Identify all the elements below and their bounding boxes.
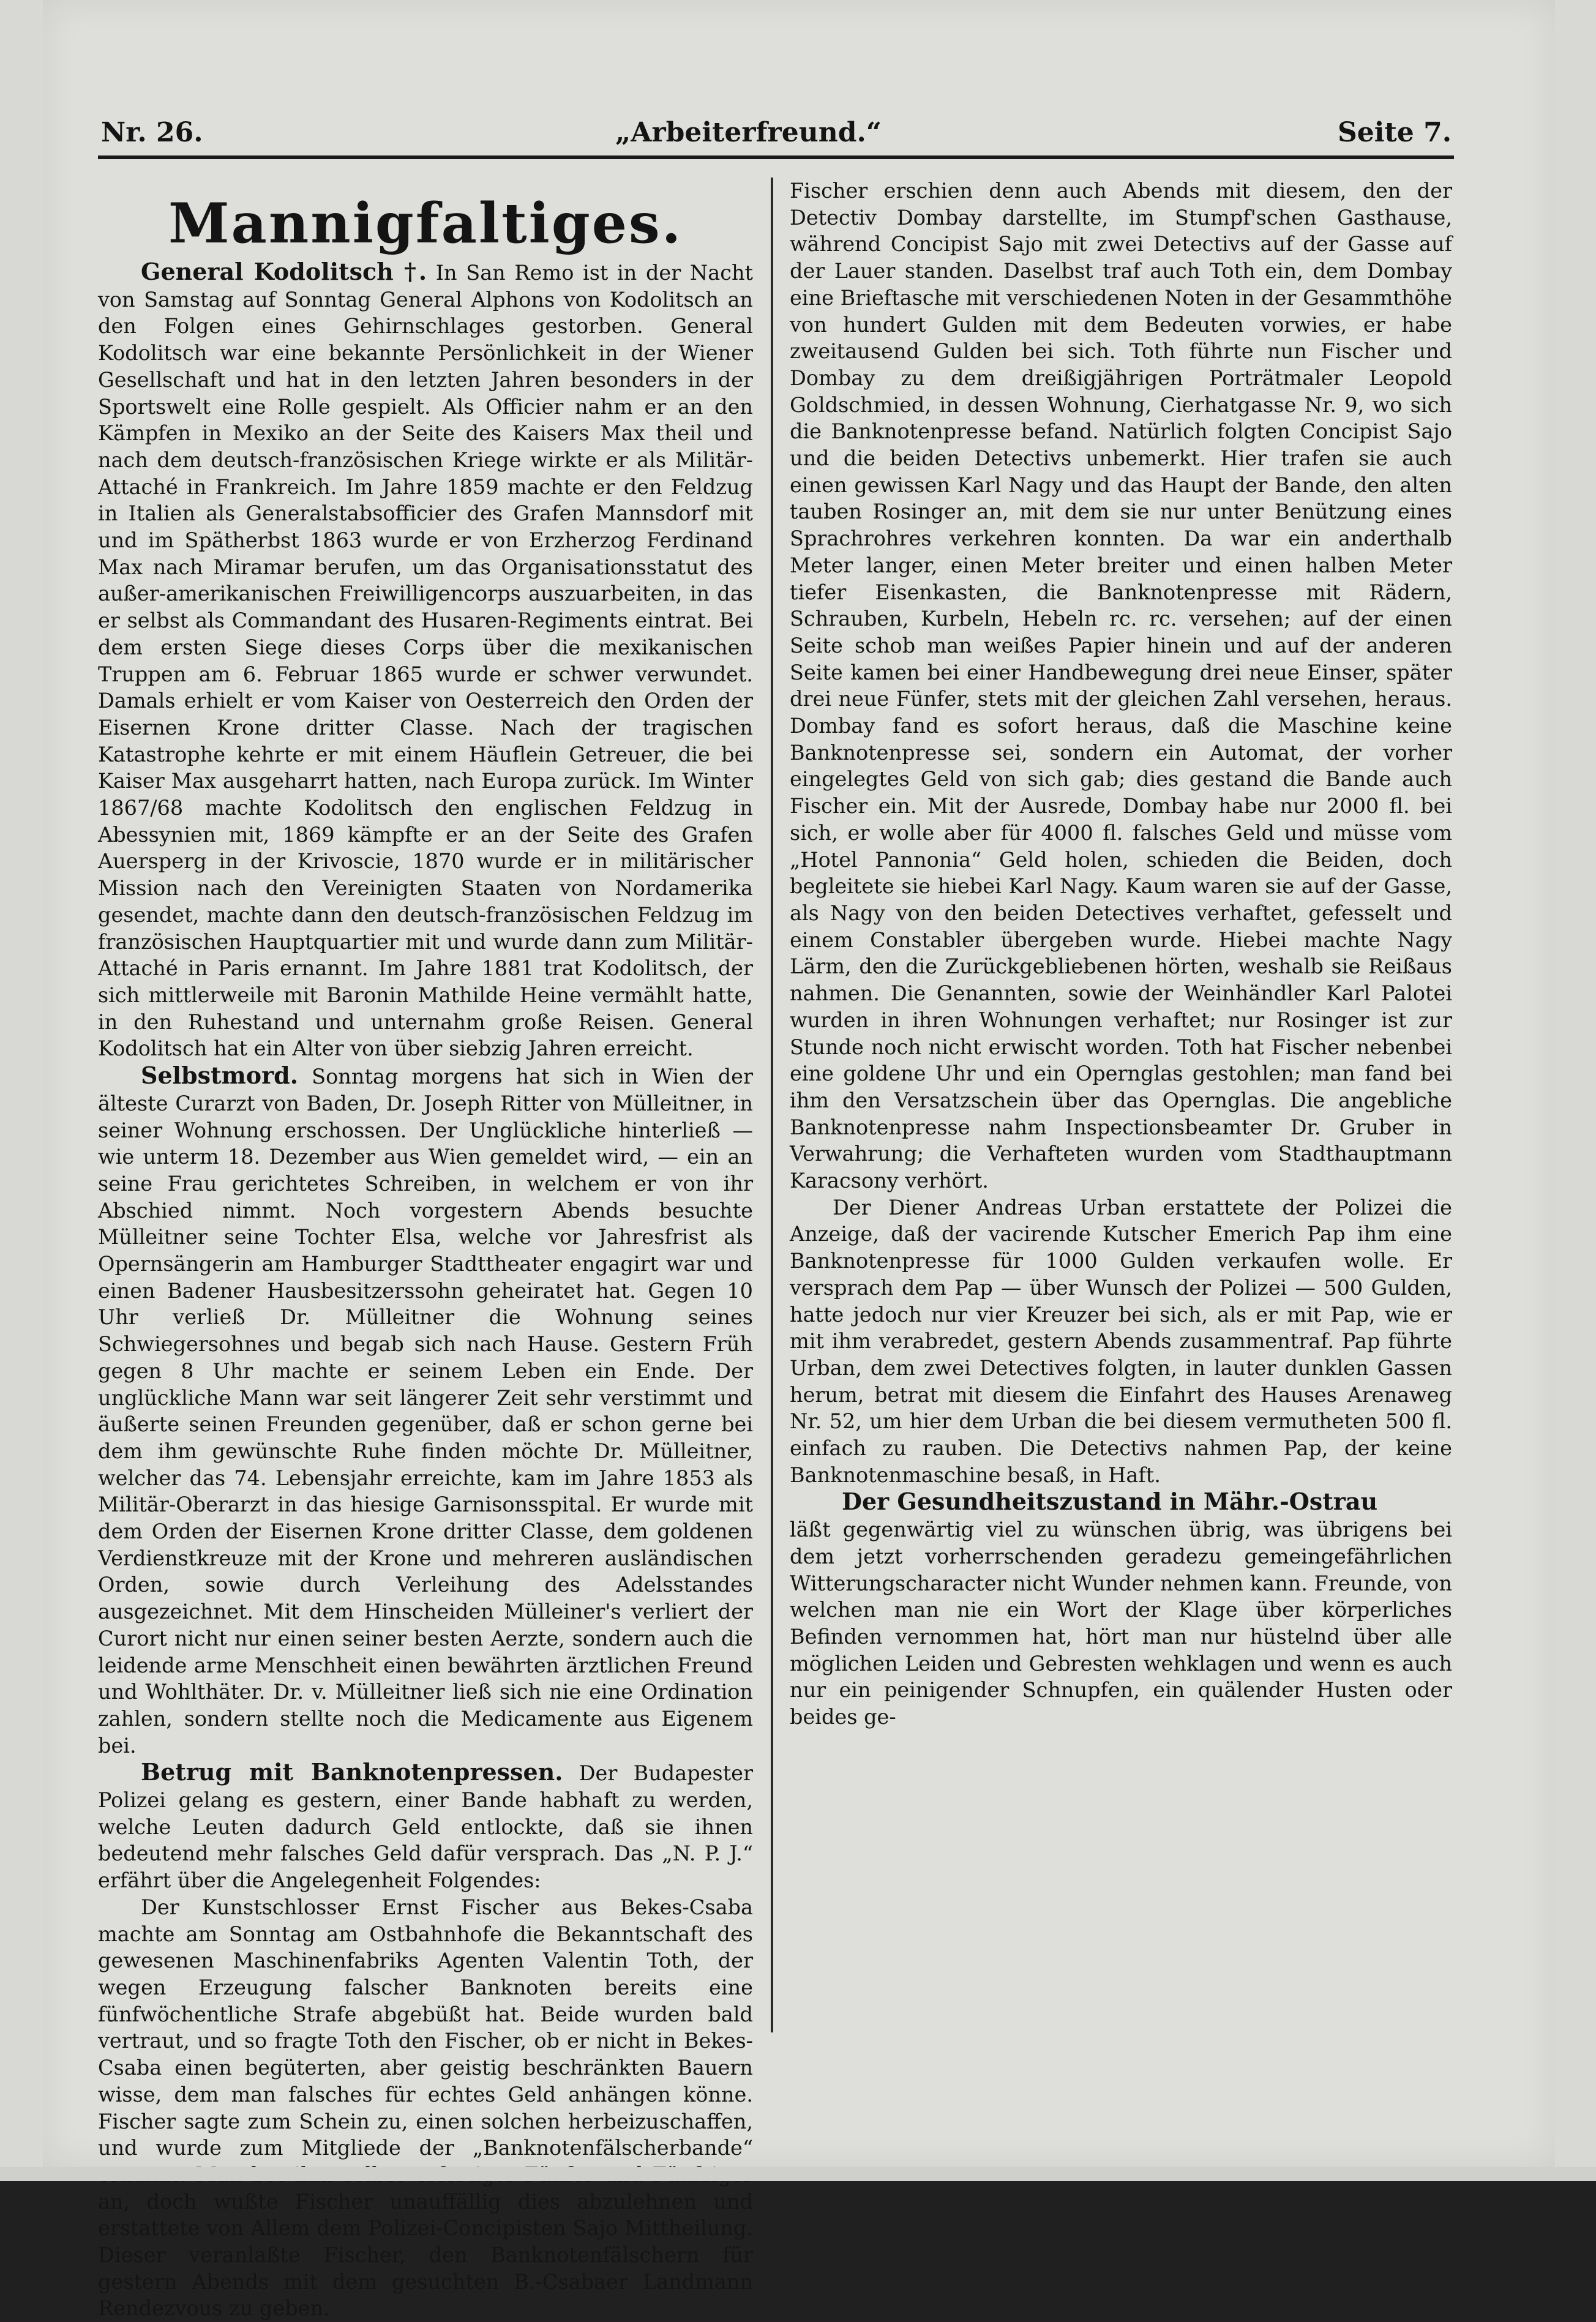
issue-number: Nr. 26. <box>101 117 203 148</box>
page-bottom-edge <box>0 2167 1596 2181</box>
article-heading: Selbstmord. <box>141 1062 298 1090</box>
article-body: Fischer erschien denn auch Abends mit diesem, den der Detectiv Dombay darstellte, im Stumpf'schen Gasthause, während Concipist Sajo mit zwei Detectivs auf der Gasse auf der Lauer standen. Daselbst traf auch Toth ein, dem Dombay eine Brieftasche mit verschiedenen Noten in der Gesammthöhe von hundert Gulden mit dem Bedeuten vorwies, er habe zweitausend Gulden bei sich. Toth führte nun Fischer und Dombay zu dem dreißigjährigen Porträtmaler Leopold Goldschmied, in dessen Wohnung, Cierhatgasse Nr. 9, wo sich die Banknotenpresse befand. Natürlich folgten Concipist Sajo und die beiden Detectivs unbemerkt. Hier trafen sie auch einen gewissen Karl Nagy und das Haupt der Bande, den alten tauben Rosinger an, mit dem sie nur unter Benützung eines Sprachrohres verkehren konnten. Da war ein anderthalb Meter langer, einen Meter breiter und einen halben Meter tiefer Eisenkasten, die Banknotenpresse mit Rädern, Schrauben, Kurbeln, Hebeln rc. rc. versehen; auf der einen Seite schob man weißes Papier hinein und auf der anderen Seite kamen bei einer Handbewegung drei neue Einser, später drei neue Fünfer, stets mit der gleichen Zahl versehen, heraus. Dombay fand es sofort heraus, daß die Maschine keine Banknotenpresse sei, sondern ein Automat, der vorher eingelegtes Geld von sich gab; dies gestand die Bande auch Fischer ein. Mit der Ausrede, Dombay habe nur 2000 fl. bei sich, er wolle aber für 4000 fl. falsches Geld und müsse vom „Hotel Pannonia“ Geld holen, schieden die Beiden, doch begleitete sie hiebei Karl Nagy. Kaum waren sie auf der Gasse, als Nagy von den beiden Detectives verhaftet, gefesselt und einem Constabler übergeben wurde. Hiebei machte Nagy Lärm, den die Zurückgebliebenen hörten, weshalb sie Reißaus nahmen. Die Genannten, sowie der Weinhändler Karl Palotei wurden in ihren Wohnungen verhaftet; nur Rosinger ist zur Stunde noch nicht erwischt worden. Toth hat Fischer nebenbei eine goldene Uhr und ein Opernglas gestohlen; man fand bei ihm den Versatzschein über das Opernglas. Die angebliche Banknotenpresse nahm Inspectionsbeamter Dr. Gruber in Verwahrung; die Verhafteten wurden vom Stadthauptmann Karacsony verhört. <box>790 179 1452 1193</box>
article-body: Sonntag morgens hat sich in Wien der älteste Curarzt von Baden, Dr. Joseph Ritter von Mülleitner, in seiner Wohnung erschossen. Der Unglückliche hinterließ — wie unterm 18. Dezember aus Wien gemeldet wird, — ein an seine Frau gerichtetes Schreiben, in welchem er von ihr Abschied nimmt. Noch vorgestern Abends besuchte Mülleitner seine Tochter Elsa, welche vor Jahresfrist als Opernsängerin am Hamburger Stadttheater engagirt war und einen Badener Hausbesitzerssohn geheiratet hat. Gegen 10 Uhr verließ Dr. Mülleitner die Wohnung seines Schwiegersohnes und begab sich nach Hause. Gestern Früh gegen 8 Uhr machte er seinem Leben ein Ende. Der unglückliche Mann war seit längerer Zeit sehr verstimmt und äußerte seinen Freunden gegenüber, daß er schon gerne bei dem ihm gewünschte Ruhe finden möchte Dr. Mülleitner, welcher das 74. Lebensjahr erreichte, kam im Jahre 1853 als Militär-Oberarzt in das hiesige Garnisonsspital. Er wurde mit dem Orden der Eisernen Krone dritter Classe, dem goldenen Verdienstkreuze mit der Krone und mehreren ausländischen Orden, sowie durch Verleihung des Adelsstandes ausgezeichnet. Mit dem Hinscheiden Mülleiner's verliert der Curort nicht nur einen seiner besten Aerzte, sondern auch die leidende arme Menschheit einen bewährten ärztlichen Freund und Wohlthäter. Dr. v. Mülleitner ließ sich nie eine Ordination zahlen, sondern stellte noch die Medicamente aus Eigenem bei. <box>98 1065 754 1758</box>
article-body: läßt gegenwärtig viel zu wünschen übrig, was übrigens bei dem jetzt vorherrschenden geradezu gemeingefährlichen Witterungscharacter nicht Wunder nehmen kann. Freunde, von welchen man nie ein Wort der Klage über körperliches Befinden vernommen hat, hört man nur hüstelnd über alle möglichen Leiden und Gebresten wehklagen und wenn es auch nur ein peinigender Schnupfen, ein quälender Husten oder beides ge- <box>790 1518 1452 1729</box>
article-heading: General Kodolitsch †. <box>141 258 427 285</box>
article-gesundheit-body <box>790 1516 1452 1731</box>
section-title: Mannigfaltiges. <box>168 191 683 256</box>
article-selbstmord <box>98 1062 753 1759</box>
header-rule <box>98 155 1454 159</box>
article-body: Der Budapester Polizei gelang es gestern, einer Bande habhaft zu werden, welche Leuten dadurch Geld entlockte, daß sie ihnen bedeutend mehr falsches Geld dafür versprach. Das „N. P. J.“ erfährt über die Angelegenheit Folgendes: <box>98 1761 753 1893</box>
article-banknoten <box>98 1759 753 1894</box>
column-divider <box>771 178 773 2032</box>
article-banknoten-paragraph <box>98 1894 753 2322</box>
article-banknoten-continued <box>790 178 1452 1194</box>
article-body: In San Remo ist in der Nacht von Samstag auf Sonntag General Alphons von Kodolitsch an den Folgen eines Gehirnschlages gestorben. General Kodolitsch war eine bekannte Persönlichkeit in der Wiener Gesellschaft und hat in den letzten Jahren besonders in der Sportswelt eine Rolle gespielt. Als Officier nahm er an den Kämpfen in Mexiko an der Seite des Kaisers Max theil und nach dem deutsch-französischen Kriege wirkte er als Militär-Attaché in Frankreich. Im Jahre 1859 machte er den Feldzug in Italien als Generalstabsofficier des Grafen Mannsdorf mit und im Spätherbst 1863 wurde er von Erzherzog Ferdinand Max nach Miramar berufen, um das Organisationsstatut des außer-amerikanischen Freiwilligencorps auszuarbeiten, in das er selbst als Commandant des Husaren-Regiments eintrat. Bei dem ersten Siege dieses Corps über die mexikanischen Truppen am 6. Februar 1865 wurde er schwer verwundet. Damals erhielt er vom Kaiser von Oesterreich den Orden der Eisernen Krone dritter Classe. Nach der tragischen Katastrophe kehrte er mit einem Häuflein Getreuer, die bei Kaiser Max ausgeharrt hatten, nach Europa zurück. Im Winter 1867/68 machte Kodolitsch den englischen Feldzug in Abessynien mit, 1869 kämpfte er an der Seite des Grafen Auersperg in der Krivoscie, 1870 wurde er in militärischer Mission nach den Vereinigten Staaten von Nordamerika gesendet, machte dann den deutsch-französischen Feldzug im französischen Hauptquartier mit und wurde dann zum Militär-Attaché in Paris ernannt. Im Jahre 1881 trat Kodolitsch, der sich mittlerweile mit Baronin Mathilde Heine vermählt hatte, in den Ruhestand und unternahm große Reisen. General Kodolitsch hat ein Alter von über siebzig Jahren erreicht. <box>98 261 753 1061</box>
page-number: Seite 7. <box>1338 117 1452 148</box>
article-heading: Betrug mit Banknotenpressen. <box>141 1758 563 1786</box>
article-body: Der Diener Andreas Urban erstattete der Polizei die Anzeige, daß der vacirende Kutscher Emerich Pap ihm eine Banknotenpresse für 1000 Gulden verkaufen wolle. Er versprach dem Pap — über Wunsch der Polizei — 500 Gulden, hatte jedoch nur vier Kreuzer bei sich, als er mit Pap, wie er mit ihm verabredet, gestern Abends zusammentraf. Pap führte Urban, dem zwei Detectives folgten, in lauter dunklen Gassen herum, betrat mit diesem die Einfahrt des Hauses Arenaweg Nr. 52, um hier dem Urban die bei diesem vermutheten 500 fl. einfach zu rauben. Die Detectivs nahmen Pap, der keine Banknotenmaschine besaß, in Haft. <box>790 1195 1452 1487</box>
article-heading: Der Gesundheitszustand in Mähr.-Ostrau <box>842 1488 1378 1516</box>
right-column <box>790 178 1452 2039</box>
article-body: Der Kunstschlosser Ernst Fischer aus Bekes-Csaba machte am Sonntag am Ostbahnhofe die Bekanntschaft des gewesenen Maschinenfabriks Agenten Valentin Toth, der wegen Erzeugung falscher Banknoten bereits eine fünfwöchentliche Strafe abgebüßt hat. Beide wurden bald vertraut, und so fragte Toth den Fischer, ob er nicht in Bekes-Csaba einen begüterten, aber geistig beschränkten Bauern wisse, dem man falsches für echtes Geld anhängen könne. Fischer sagte zum Schein zu, einen solchen herbeizuschaffen, und wurde zum Mitgliede der „Banknotenfälscherbande“ an, doch wußte Fischer unauffällig dies abzulehnen und erstattete von Allem dem Polizei-Concipisten Sajo Mittheilung. Dieser veranlaßte Fischer, den Banknotenfälschern für gestern Abends mit dem gesuchten B.-Csabaer Landmann Rendezvous zu geben. <box>98 1895 753 2321</box>
article-kodolitsch <box>98 258 753 1062</box>
article-gesundheit <box>790 1488 1452 1516</box>
article-banknoten-paragraph <box>790 1194 1452 1489</box>
newspaper-title: „Arbeiterfreund.“ <box>615 117 882 148</box>
left-column <box>98 184 754 2321</box>
